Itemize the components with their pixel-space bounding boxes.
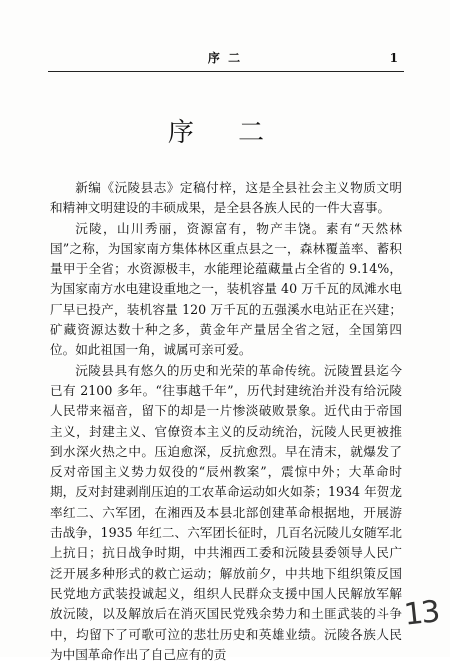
paragraph-3: 沅陵县具有悠久的历史和光荣的革命传统。沅陵置县迄今已有 2100 多年。“往事越千年”，历代封建统治并没有给沅陵人民带来福音，留下的却是一片惨淡破败景象。近代由于帝国主义，封建主义、官僚资本主义的反动统治，沅陵人民更被推到水深火热之中。压迫愈深，反抗愈烈。早在清末，就爆发了反对帝国主义势力奴役的“辰州教案”，震惊中外；大革命时期，反对封建剥削压迫的工农革命运动如火如荼；1934 年贺龙率红二、六军团，在湘西及本县北部创建革命根据地，开展游击战争，1935 年红二、六军团长征时，几百名沅陵儿女随军北上抗日；抗日战争时期，中共湘西工委和沅陵县委领导人民广泛开展多种形式的救亡运动；解放前夕，中共地下组织策反国民党地方武装投诚起义，组织人民群众支援中国人民解放军解放沅陵，以及解放后在消灭国民党残余势力和土匪武装的斗争中，均留下了可歌可泣的悲壮历史和英雄业绩。沅陵各族人民为中国革命作出了自己应有的贡	[50, 362, 402, 662]
handwritten-page-mark: 13	[402, 594, 440, 633]
body-text	[50, 178, 402, 665]
page-number: 1	[389, 51, 398, 65]
paragraph-2: 沅陵，山川秀丽，资源富有，物产丰饶。素有“天然林国”之称，为国家南方集体林区重点县之一，森林覆盖率、蓄积量甲于全省；水资源极丰，水能理论蕴藏量占全省的 9.14%，为国家南方水电建设重地之一，装机容量 40 万千瓦的凤滩水电厂早已投产，装机容量 120 万千瓦的五强溪水电站正在兴建；矿藏资源达数十种之多，黄金年产量居全省之冠，全国第四位。如此祖国一角，诚属可亲可爱。	[50, 220, 402, 358]
document-title: 序 二	[167, 118, 283, 148]
running-header-title: 序 二	[207, 51, 243, 65]
header-rule	[48, 71, 404, 72]
paragraph-1: 新编《沅陵县志》定稿付梓，这是全县社会主义物质文明和精神文明建设的丰硕成果，是全县各族人民的一件大喜事。	[50, 180, 402, 216]
running-header	[48, 49, 402, 67]
